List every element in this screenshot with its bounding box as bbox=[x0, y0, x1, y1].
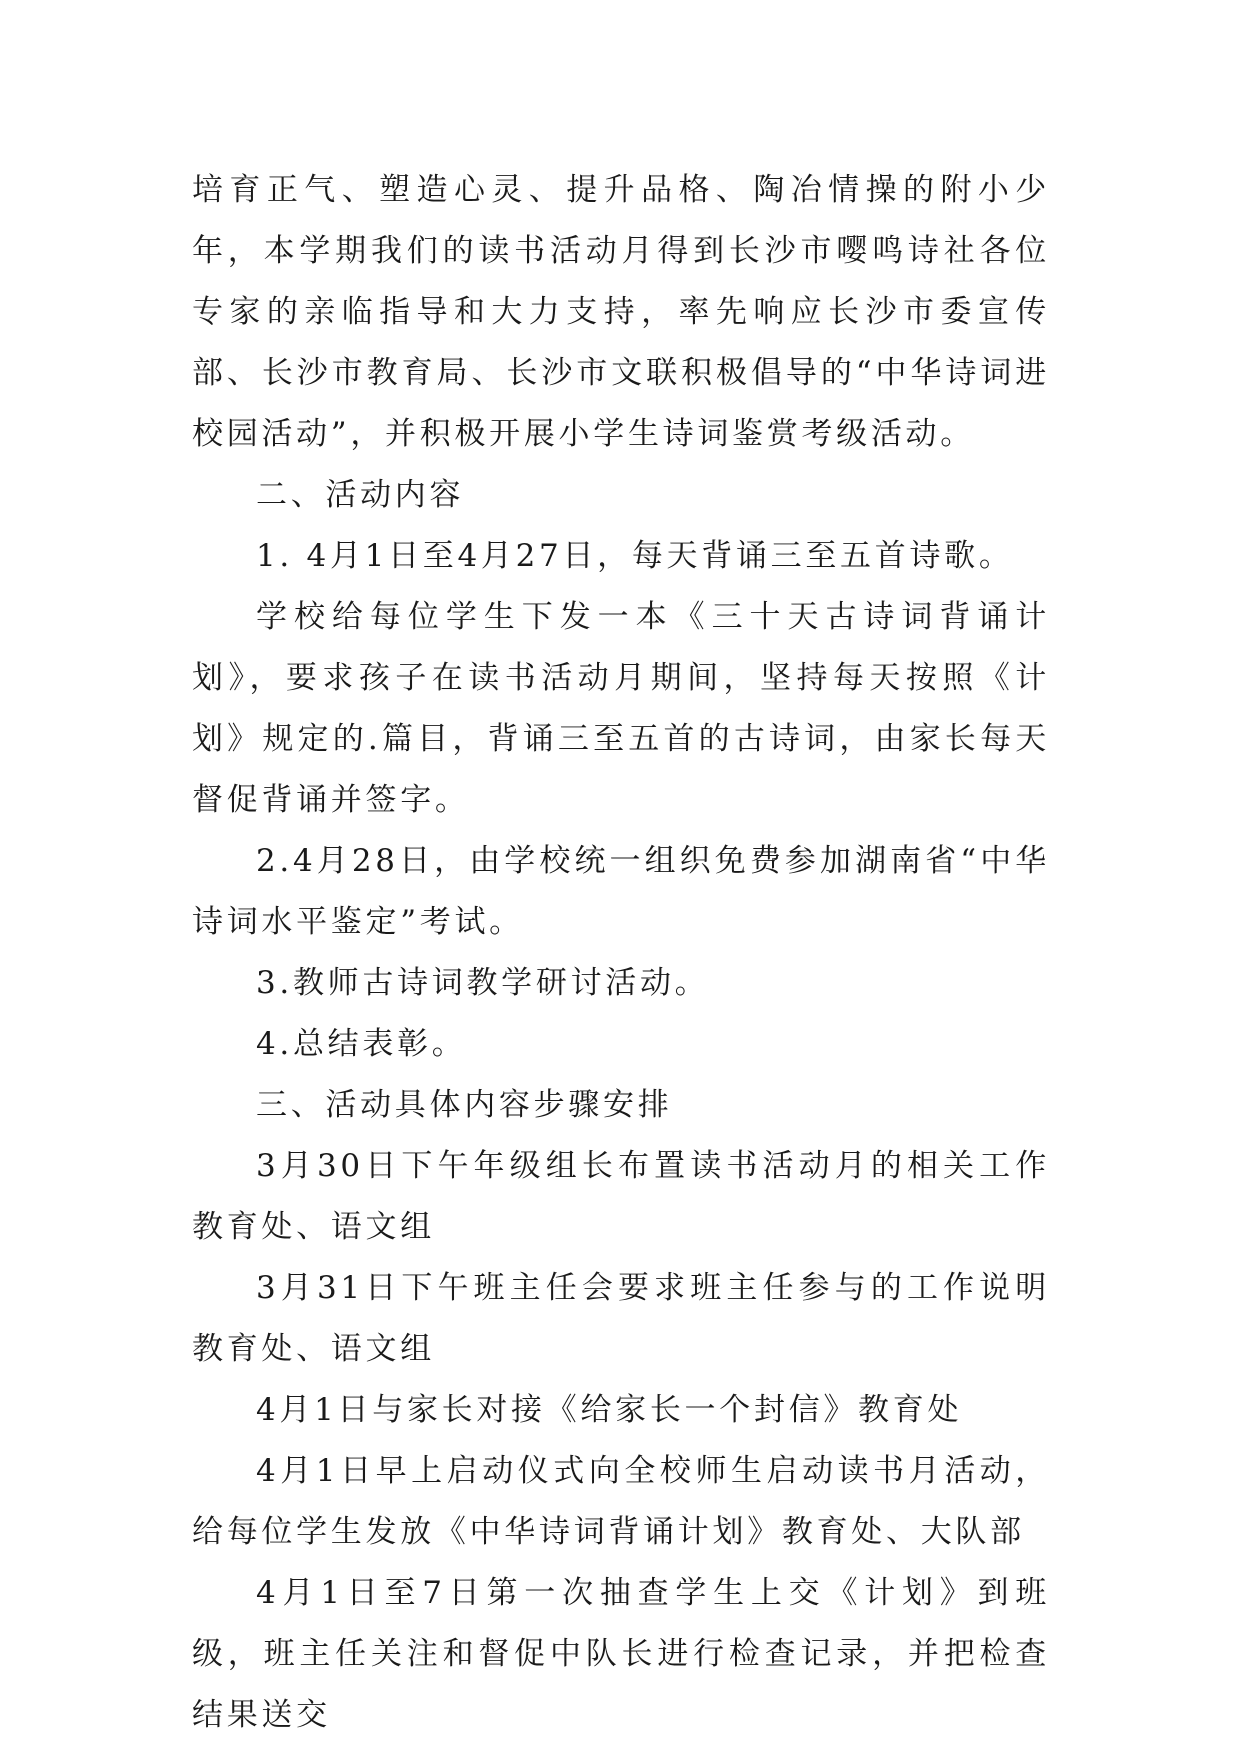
paragraph-intro: 培育正气、塑造心灵、提升品格、陶冶情操的附小少年，本学期我们的读书活动月得到长沙市嘤鸣诗社各位专家的亲临指导和大力支持，率先响应长沙市委宣传部、长沙市教育局、长沙市文联积极倡导的“中华诗词进校园活动”，并积极开展小学生诗词鉴赏考级活动。 bbox=[192, 172, 1050, 452]
paragraph-item-3: 3.教师古诗词教学研讨活动。 bbox=[256, 965, 710, 1001]
paragraph-plan-description: 学校给每位学生下发一本《三十天古诗词背诵计划》，要求孩子在读书活动月期间，坚持每天按照《计划》规定的.篇目，背诵三至五首的古诗词，由家长每天督促背诵并签字。 bbox=[192, 599, 1050, 818]
schedule-entry: 4月1日至7日第一次抽查学生上交《计划》到班级，班主任关注和督促中队长进行检查记录，并把检查结果送交 bbox=[192, 1575, 1050, 1733]
section-heading-schedule: 三、活动具体内容步骤安排 bbox=[256, 1087, 673, 1123]
document-page bbox=[192, 160, 1050, 1746]
schedule-entry: 4月1日与家长对接《给家长一个封信》教育处 bbox=[256, 1392, 963, 1428]
schedule-entry: 4月1日早上启动仪式向全校师生启动读书月活动，给每位学生发放《中华诗词背诵计划》教育处、大队部 bbox=[192, 1453, 1050, 1550]
schedule-entry: 3月30日下午年级组长布置读书活动月的相关工作教育处、语文组 bbox=[192, 1148, 1050, 1245]
section-heading-activity-content: 二、活动内容 bbox=[256, 477, 465, 513]
paragraph-item-1: 1. 4月1日至4月27日，每天背诵三至五首诗歌。 bbox=[256, 538, 1014, 574]
paragraph-item-4: 4.总结表彰。 bbox=[256, 1026, 467, 1062]
paragraph-item-2: 2.4月28日，由学校统一组织免费参加湖南省“中华诗词水平鉴定”考试。 bbox=[192, 843, 1050, 940]
schedule-entry: 3月31日下午班主任会要求班主任参与的工作说明教育处、语文组 bbox=[192, 1270, 1050, 1367]
